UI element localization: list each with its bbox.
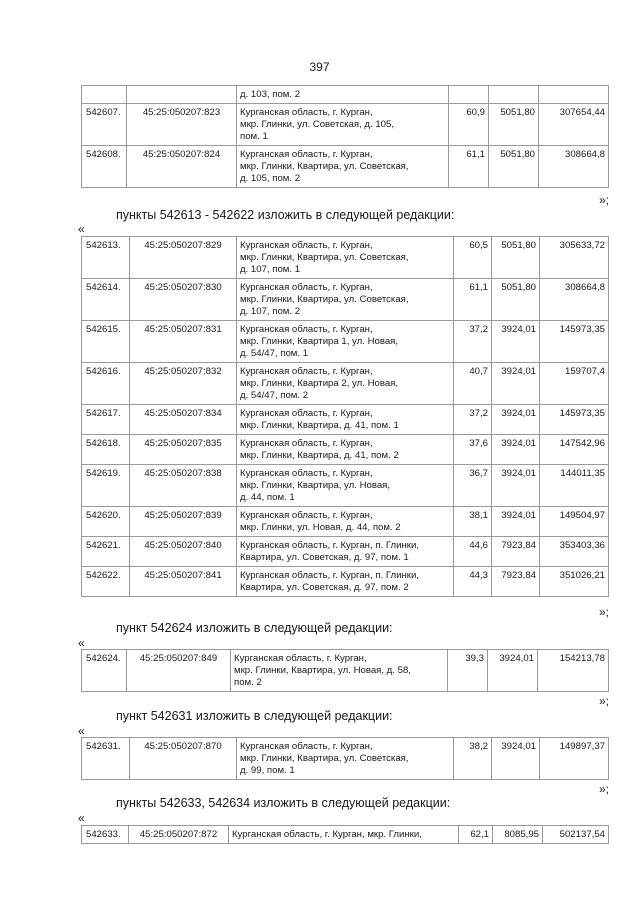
page-number: 397 xyxy=(309,60,330,74)
cell-cadastral-number xyxy=(127,86,237,104)
cell-area: 60,9 xyxy=(449,104,489,146)
cell-address: Курганская область, г. Курган, мкр. Глинки, Квартира, ул. Советская, д. 107, пом. 2 xyxy=(237,279,454,321)
table-items-542613-542622 xyxy=(81,236,609,597)
table-row xyxy=(82,826,609,844)
cell-number: 542631. xyxy=(82,738,130,780)
cell-number xyxy=(82,86,127,104)
cell-area xyxy=(449,86,489,104)
table-items-542633-542634 xyxy=(81,825,609,844)
cell-number: 542633. xyxy=(82,826,129,844)
cell-address: Курганская область, г. Курган, мкр. Глинки, Квартира, ул. Советская, д. 99, пом. 1 xyxy=(237,738,454,780)
cell-area: 38,2 xyxy=(454,738,492,780)
cell-area: 37,6 xyxy=(454,435,492,465)
cell-address: Курганская область, г. Курган, мкр. Глинки, Квартира 1, ул. Новая, д. 54/47, пом. 1 xyxy=(237,321,454,363)
table-row xyxy=(82,104,609,146)
cell-number: 542621. xyxy=(82,537,130,567)
cell-total-value: 154213,78 xyxy=(538,650,609,692)
table-row xyxy=(82,537,609,567)
cell-number: 542615. xyxy=(82,321,130,363)
close-quote: »; xyxy=(598,694,609,708)
cell-number: 542607. xyxy=(82,104,127,146)
open-quote: « xyxy=(78,222,85,236)
table-row xyxy=(82,435,609,465)
cell-number: 542622. xyxy=(82,567,130,597)
table-row xyxy=(82,237,609,279)
cell-total-value: 147542,96 xyxy=(540,435,609,465)
cell-total-value: 145973,35 xyxy=(540,321,609,363)
cell-address: Курганская область, г. Курган, п. Глинки, Квартира, ул. Советская, д. 97, пом. 1 xyxy=(237,537,454,567)
cell-cadastral-number: 45:25:050207:870 xyxy=(130,738,237,780)
paragraph-item-542624: пункт 542624 изложить в следующей редакции: xyxy=(116,621,393,635)
cell-unit-price: 5051,80 xyxy=(492,237,540,279)
table-row xyxy=(82,279,609,321)
table-row xyxy=(82,738,609,780)
table-row xyxy=(82,86,609,104)
cell-unit-price: 3924,01 xyxy=(492,507,540,537)
cell-total-value: 502137,54 xyxy=(543,826,609,844)
cell-area: 39,3 xyxy=(448,650,488,692)
cell-total-value: 308664,8 xyxy=(540,279,609,321)
cell-total-value: 159707,4 xyxy=(540,363,609,405)
cell-unit-price: 3924,01 xyxy=(492,321,540,363)
cell-number: 542624. xyxy=(82,650,127,692)
cell-area: 38,1 xyxy=(454,507,492,537)
cell-number: 542616. xyxy=(82,363,130,405)
cell-total-value: 145973,35 xyxy=(540,405,609,435)
cell-address: Курганская область, г. Курган, мкр. Глинки, Квартира, ул. Новая, д. 58, пом. 2 xyxy=(231,650,448,692)
close-quote: »; xyxy=(598,605,609,619)
paragraph-items-542633-542634: пункты 542633, 542634 изложить в следующей редакции: xyxy=(116,796,451,810)
cell-area: 40,7 xyxy=(454,363,492,405)
cell-cadastral-number: 45:25:050207:841 xyxy=(130,567,237,597)
table-item-542624 xyxy=(81,649,609,692)
cell-cadastral-number: 45:25:050207:823 xyxy=(127,104,237,146)
table-row xyxy=(82,146,609,188)
cell-total-value: 149504,97 xyxy=(540,507,609,537)
cell-address: д. 103, пом. 2 xyxy=(237,86,449,104)
cell-total-value: 144011,35 xyxy=(540,465,609,507)
cell-unit-price: 3924,01 xyxy=(488,650,538,692)
open-quote: « xyxy=(78,724,85,738)
cell-total-value: 353403,36 xyxy=(540,537,609,567)
open-quote: « xyxy=(78,811,85,825)
cell-area: 36,7 xyxy=(454,465,492,507)
cell-area: 62,1 xyxy=(459,826,493,844)
cell-area: 44,3 xyxy=(454,567,492,597)
cell-number: 542614. xyxy=(82,279,130,321)
cell-address: Курганская область, г. Курган, п. Глинки, Квартира, ул. Советская, д. 97, пом. 2 xyxy=(237,567,454,597)
table-row xyxy=(82,405,609,435)
cell-cadastral-number: 45:25:050207:839 xyxy=(130,507,237,537)
cell-area: 37,2 xyxy=(454,321,492,363)
cell-cadastral-number: 45:25:050207:832 xyxy=(130,363,237,405)
cell-address: Курганская область, г. Курган, мкр. Глинки, ул. Советская, д. 105, пом. 1 xyxy=(237,104,449,146)
cell-total-value xyxy=(539,86,609,104)
cell-number: 542613. xyxy=(82,237,130,279)
cell-address: Курганская область, г. Курган, мкр. Глинки, Квартира, д. 41, пом. 1 xyxy=(237,405,454,435)
table-row xyxy=(82,363,609,405)
cell-unit-price: 3924,01 xyxy=(492,435,540,465)
cell-area: 44,6 xyxy=(454,537,492,567)
cell-number: 542620. xyxy=(82,507,130,537)
cell-cadastral-number: 45:25:050207:829 xyxy=(130,237,237,279)
cell-address: Курганская область, г. Курган, мкр. Глинки, Квартира, ул. Советская, д. 107, пом. 1 xyxy=(237,237,454,279)
cell-area: 37,2 xyxy=(454,405,492,435)
table-row xyxy=(82,507,609,537)
paragraph-item-542631: пункт 542631 изложить в следующей редакции: xyxy=(116,709,393,723)
table-item-542631 xyxy=(81,737,609,780)
cell-cadastral-number: 45:25:050207:830 xyxy=(130,279,237,321)
cell-total-value: 307654,44 xyxy=(539,104,609,146)
cell-total-value: 351026,21 xyxy=(540,567,609,597)
cell-number: 542619. xyxy=(82,465,130,507)
paragraph-items-542613-542622: пункты 542613 - 542622 изложить в следующей редакции: xyxy=(116,208,455,222)
cell-cadastral-number: 45:25:050207:834 xyxy=(130,405,237,435)
cell-unit-price: 7923,84 xyxy=(492,537,540,567)
cell-total-value: 149897,37 xyxy=(540,738,609,780)
close-quote: »; xyxy=(598,193,609,207)
cell-unit-price: 5051,80 xyxy=(489,104,539,146)
cell-cadastral-number: 45:25:050207:849 xyxy=(127,650,231,692)
cell-unit-price: 3924,01 xyxy=(492,738,540,780)
cell-number: 542617. xyxy=(82,405,130,435)
open-quote: « xyxy=(78,636,85,650)
cell-number: 542618. xyxy=(82,435,130,465)
cell-unit-price: 3924,01 xyxy=(492,363,540,405)
cell-unit-price: 3924,01 xyxy=(492,465,540,507)
cell-cadastral-number: 45:25:050207:840 xyxy=(130,537,237,567)
table-row xyxy=(82,321,609,363)
cell-cadastral-number: 45:25:050207:838 xyxy=(130,465,237,507)
close-quote: »; xyxy=(598,782,609,796)
cell-area: 61,1 xyxy=(449,146,489,188)
cell-cadastral-number: 45:25:050207:824 xyxy=(127,146,237,188)
table-row xyxy=(82,567,609,597)
cell-address: Курганская область, г. Курган, мкр. Глинки, Квартира 2, ул. Новая, д. 54/47, пом. 2 xyxy=(237,363,454,405)
cell-address: Курганская область, г. Курган, мкр. Глинки, ул. Новая, д. 44, пом. 2 xyxy=(237,507,454,537)
cell-unit-price: 5051,80 xyxy=(492,279,540,321)
cell-cadastral-number: 45:25:050207:835 xyxy=(130,435,237,465)
cell-area: 60,5 xyxy=(454,237,492,279)
cell-unit-price: 5051,80 xyxy=(489,146,539,188)
cell-number: 542608. xyxy=(82,146,127,188)
cell-cadastral-number: 45:25:050207:872 xyxy=(129,826,229,844)
cell-total-value: 305633,72 xyxy=(540,237,609,279)
cell-address: Курганская область, г. Курган, мкр. Глинки, xyxy=(229,826,459,844)
table-continued xyxy=(81,85,609,188)
cell-cadastral-number: 45:25:050207:831 xyxy=(130,321,237,363)
cell-address: Курганская область, г. Курган, мкр. Глинки, Квартира, ул. Новая, д. 44, пом. 1 xyxy=(237,465,454,507)
cell-unit-price: 7923,84 xyxy=(492,567,540,597)
cell-total-value: 308664,8 xyxy=(539,146,609,188)
table-row xyxy=(82,465,609,507)
cell-unit-price xyxy=(489,86,539,104)
cell-unit-price: 3924,01 xyxy=(492,405,540,435)
table-row xyxy=(82,650,609,692)
cell-unit-price: 8085,95 xyxy=(493,826,543,844)
cell-area: 61,1 xyxy=(454,279,492,321)
cell-address: Курганская область, г. Курган, мкр. Глинки, Квартира, ул. Советская, д. 105, пом. 2 xyxy=(237,146,449,188)
cell-address: Курганская область, г. Курган, мкр. Глинки, Квартира, д. 41, пом. 2 xyxy=(237,435,454,465)
